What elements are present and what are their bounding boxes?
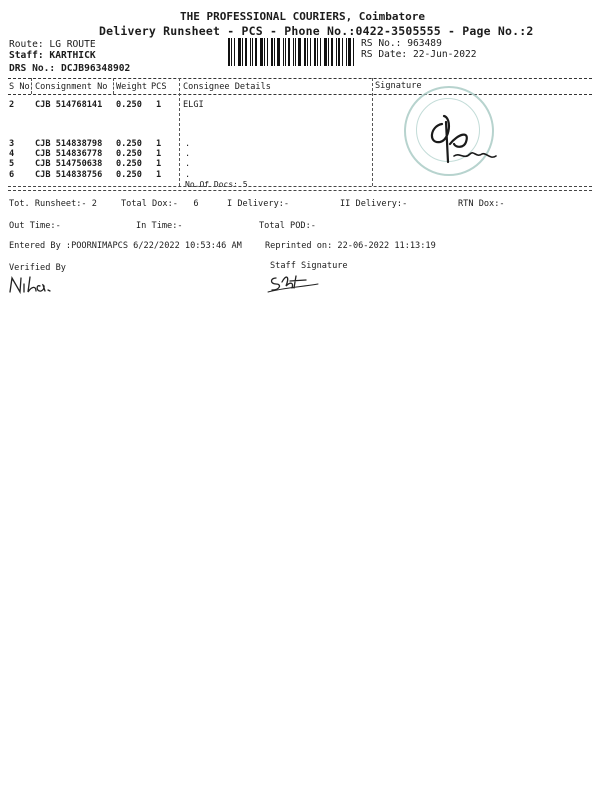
- barcode-bar: [346, 38, 347, 66]
- row-consignment: CJB 514838798: [35, 139, 103, 149]
- barcode-bar: [293, 38, 294, 66]
- barcode-bar: [336, 38, 337, 66]
- route-label: Route: LG ROUTE: [9, 39, 96, 50]
- row-pcs: 1: [156, 170, 162, 180]
- barcode: [228, 38, 358, 66]
- table-top-rule: [8, 78, 592, 79]
- staff-signature-label: Staff Signature: [270, 261, 348, 271]
- row-pcs: 1: [156, 100, 162, 110]
- barcode-bar: [295, 38, 296, 66]
- barcode-bar: [231, 38, 232, 66]
- barcode-bar: [328, 38, 329, 66]
- verified-by-label: Verified By: [9, 263, 66, 273]
- row-sno: 6: [9, 170, 15, 180]
- col-header-pcs: PCS: [151, 82, 167, 92]
- barcode-bar: [314, 38, 316, 66]
- in-time: In Time:-: [136, 221, 183, 231]
- barcode-bar: [234, 38, 235, 66]
- verifier-signature: [8, 274, 64, 296]
- out-time: Out Time:-: [9, 221, 61, 231]
- barcode-bar: [307, 38, 308, 66]
- entered-by: Entered By :POORNIMAPCS 6/22/2022 10:53:46 AM: [9, 241, 242, 251]
- barcode-bar: [338, 38, 340, 66]
- row-consignment: CJB 514750638: [35, 159, 103, 169]
- column-divider: [31, 78, 32, 94]
- barcode-bar: [252, 38, 253, 66]
- row-sno: 5: [9, 159, 15, 169]
- barcode-bar: [238, 38, 241, 66]
- table-header-rule: [8, 94, 592, 95]
- column-divider: [113, 78, 114, 94]
- row-sno: 3: [9, 139, 15, 149]
- table-bottom-rule: [8, 186, 592, 191]
- barcode-bar: [267, 38, 268, 66]
- row-consignee: .: [185, 170, 191, 180]
- row-consignment: CJB 514768141: [35, 100, 103, 110]
- drs-number: DRS No.: DCJB96348902: [9, 63, 131, 74]
- barcode-bar: [245, 38, 247, 66]
- reprinted-on: Reprinted on: 22-06-2022 11:13:19: [265, 241, 436, 251]
- staff-signature: [266, 272, 326, 296]
- barcode-bar: [342, 38, 343, 66]
- row-sno: 4: [9, 149, 15, 159]
- barcode-bar: [277, 38, 280, 66]
- col-header-consignment: Consignment No: [35, 82, 108, 92]
- row-consignee: ELGI: [183, 100, 204, 110]
- barcode-bar: [317, 38, 318, 66]
- row-pcs: 1: [156, 159, 162, 169]
- company-title: THE PROFESSIONAL COURIERS, Coimbatore: [180, 10, 426, 23]
- barcode-bar: [264, 38, 265, 66]
- row-consignment: CJB 514836778: [35, 149, 103, 159]
- staff-label: Staff: KARTHICK: [9, 50, 96, 61]
- barcode-bar: [228, 38, 230, 66]
- total-runsheet: Tot. Runsheet:- 2: [9, 199, 97, 209]
- barcode-bar: [348, 38, 351, 66]
- total-pod: Total POD:-: [259, 221, 316, 231]
- ii-delivery: II Delivery:-: [340, 199, 408, 209]
- col-header-weight: Weight: [116, 82, 148, 92]
- col-header-sno: S No: [9, 82, 30, 92]
- barcode-bar: [298, 38, 301, 66]
- delivery-signature: [420, 104, 500, 174]
- barcode-bar: [271, 38, 273, 66]
- barcode-bar: [353, 38, 354, 66]
- total-dox: Total Dox:- 6: [121, 199, 199, 209]
- row-consignment: CJB 514838756: [35, 170, 103, 180]
- row-weight: 0.250: [116, 149, 142, 159]
- rs-number: RS No.: 963489: [361, 38, 442, 49]
- barcode-bar: [304, 38, 306, 66]
- barcode-bar: [260, 38, 263, 66]
- barcode-bar: [242, 38, 243, 66]
- barcode-bar: [324, 38, 327, 66]
- row-sno: 2: [9, 100, 15, 110]
- barcode-bar: [283, 38, 284, 66]
- barcode-bar: [285, 38, 286, 66]
- i-delivery: I Delivery:-: [227, 199, 290, 209]
- barcode-bar: [255, 38, 257, 66]
- row-pcs: 1: [156, 149, 162, 159]
- row-consignee: .: [185, 149, 191, 159]
- row-weight: 0.250: [116, 159, 142, 169]
- col-header-signature: Signature: [375, 81, 422, 91]
- row-weight: 0.250: [116, 139, 142, 149]
- column-divider: [179, 78, 180, 186]
- barcode-bar: [250, 38, 251, 66]
- barcode-bar: [288, 38, 290, 66]
- row-weight: 0.250: [116, 170, 142, 180]
- rs-date: RS Date: 22-Jun-2022: [361, 49, 477, 60]
- barcode-bar: [274, 38, 275, 66]
- rtn-dox: RTN Dox:-: [458, 199, 505, 209]
- column-divider: [372, 78, 373, 186]
- col-header-consignee: Consignee Details: [183, 82, 271, 92]
- barcode-bar: [320, 38, 321, 66]
- row-weight: 0.250: [116, 100, 142, 110]
- runsheet-title: Delivery Runsheet - PCS - Phone No.:0422-3505555 - Page No.:2: [99, 24, 534, 38]
- doc-count: No.Of Docs: 5: [185, 180, 248, 189]
- row-consignee: .: [185, 139, 191, 149]
- barcode-bar: [331, 38, 333, 66]
- row-pcs: 1: [156, 139, 162, 149]
- barcode-bar: [310, 38, 311, 66]
- row-consignee: .: [185, 159, 191, 169]
